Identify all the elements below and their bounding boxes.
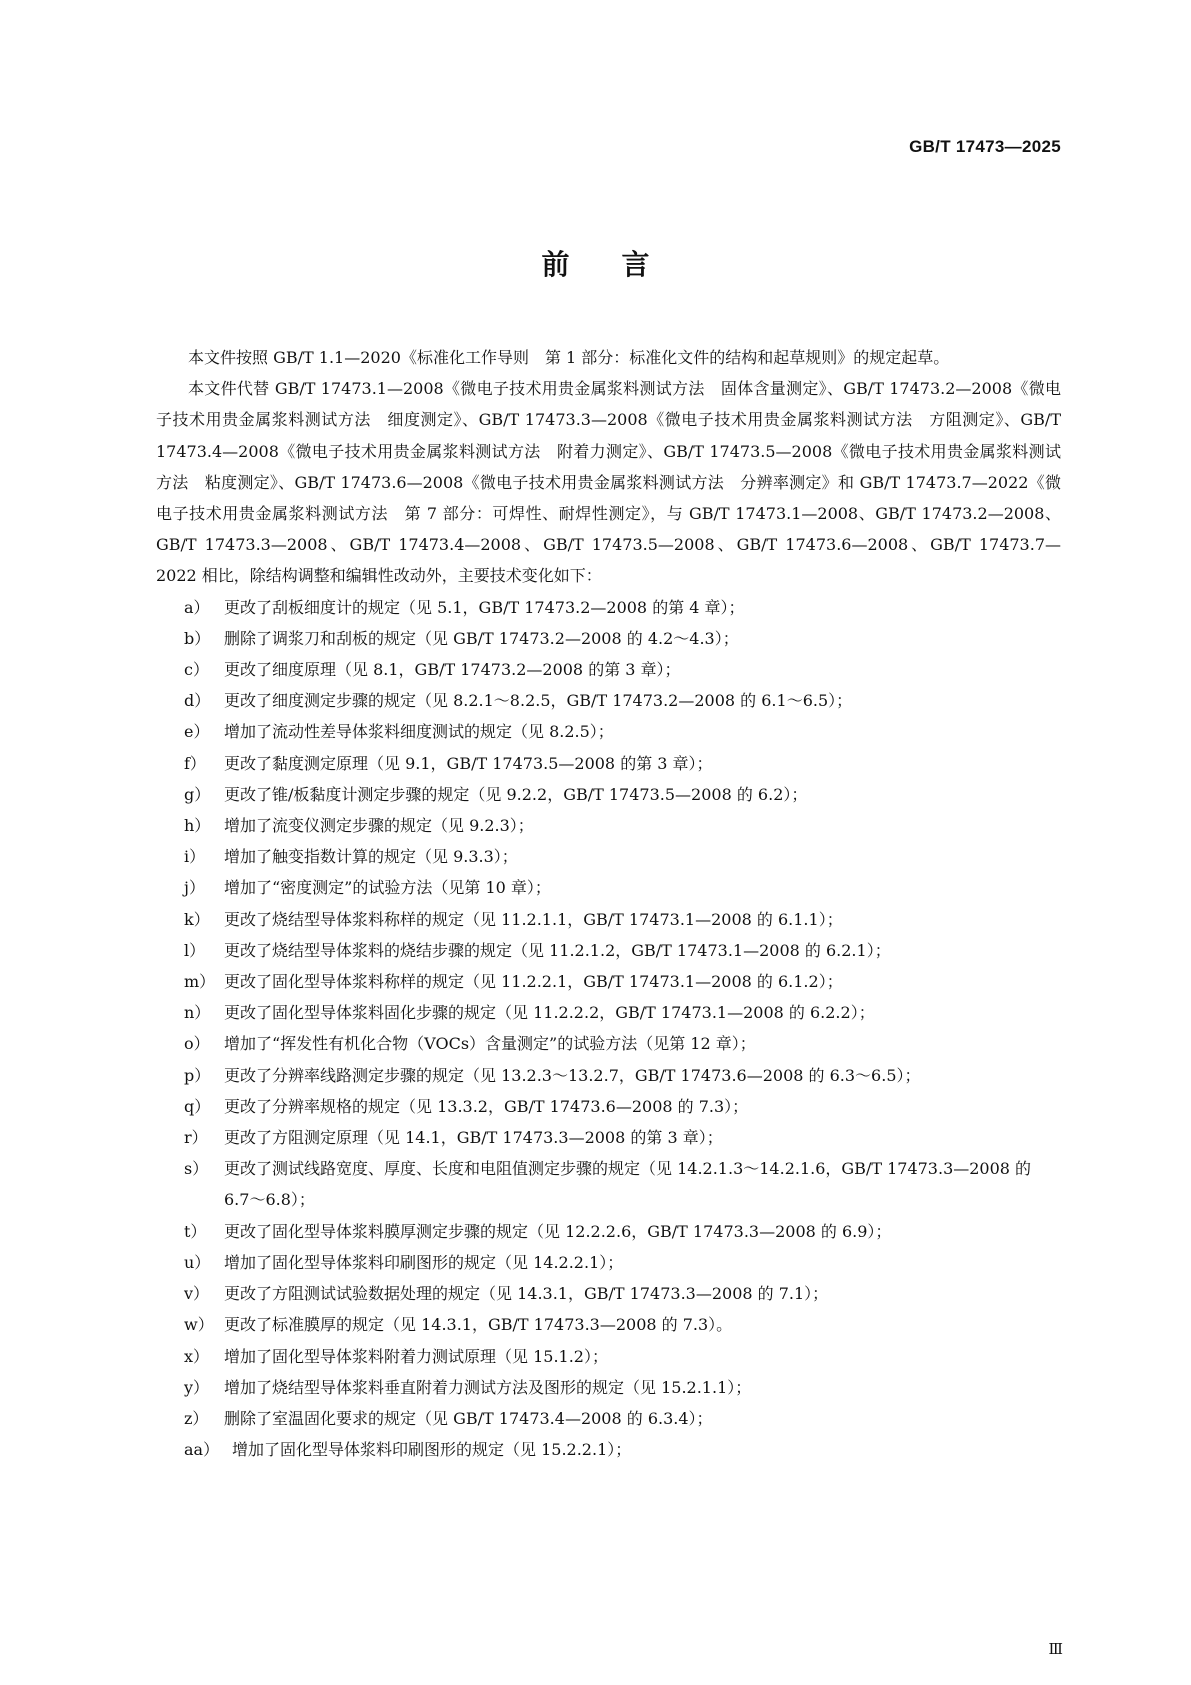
list-item <box>156 1216 1061 1247</box>
list-item <box>156 623 1061 654</box>
list-item-marker: g） <box>184 784 211 804</box>
list-item-marker: f） <box>184 753 206 773</box>
list-item-marker: a） <box>184 597 210 617</box>
list-item-marker: s） <box>184 1159 209 1179</box>
list-item-text: 增加了“挥发性有机化合物（VOCs）含量测定”的试验方法（见第 12 章）； <box>224 1034 756 1054</box>
list-item <box>156 872 1061 903</box>
list-item-text: 更改了固化型导体浆料固化步骤的规定（见 11.2.2.2，GB/T 17473.1—2008 的 6.2.2）； <box>224 1003 875 1023</box>
list-item-marker: r） <box>184 1128 208 1148</box>
list-item-marker: p） <box>184 1065 211 1085</box>
list-item <box>156 654 1061 685</box>
list-item <box>156 1341 1061 1372</box>
list-item-marker: i） <box>184 847 206 867</box>
replacement-paragraph: 本文件代替 GB/T 17473.1—2008《微电子技术用贵金属浆料测试方法 固体含量测定》、GB/T 17473.2—2008《微电子技术用贵金属浆料测试方法 细度测定》、GB/T 17473.3—2008《微电子技术用贵金属浆料测试方法 方阻测定》、GB/T 17473.4—2008《微电子技术用贵金属浆料测试方法 附着力测定》、GB/T 17473.5—2008《微电子技术用贵金属浆料测试方法 粘度测定》、GB/T 17473.6—2008《微电子技术用贵金属浆料测试方法 分辨率测定》和 GB/T 17473.7—2022《微电子技术用贵金属浆料测试方法 第 7 部分：可焊性、耐焊性测定》，与 GB/T 17473.1—2008、GB/T 17473.2—2008、GB/T 17473.3—2008、GB/T 17473.4—2008、GB/T 17473.5—2008、GB/T 17473.6—2008、GB/T 17473.7—2022 相比，除结构调整和编辑性改动外，主要技术变化如下： <box>156 379 1061 586</box>
list-item-marker: b） <box>184 628 211 648</box>
list-item-text: 增加了流动性差导体浆料细度测试的规定（见 8.2.5）； <box>224 722 614 742</box>
list-item-text: 更改了分辨率规格的规定（见 13.3.2，GB/T 17473.6—2008 的 7.3）； <box>224 1096 749 1116</box>
list-item-marker: t） <box>184 1221 207 1241</box>
standard-code: GB/T 17473—2025 <box>909 137 1061 156</box>
list-item-text: 增加了流变仪测定步骤的规定（见 9.2.3）； <box>224 816 534 836</box>
list-item-text: 更改了锥/板黏度计测定步骤的规定（见 9.2.2，GB/T 17473.5—2008 的 6.2）； <box>224 784 808 804</box>
list-item <box>156 904 1061 935</box>
changes-list <box>156 592 1061 1466</box>
list-item-text: 增加了固化型导体浆料附着力测试原理（见 15.1.2）； <box>224 1346 608 1366</box>
list-item-marker: w） <box>184 1315 214 1335</box>
list-item <box>156 748 1061 779</box>
list-item-text: 删除了调浆刀和刮板的规定（见 GB/T 17473.2—2008 的 4.2～4.3）； <box>224 628 739 648</box>
list-item-text: 更改了细度测定步骤的规定（见 8.2.1～8.2.5，GB/T 17473.2—2008 的 6.1～6.5）； <box>224 691 853 711</box>
list-item-marker: e） <box>184 722 210 742</box>
list-item-text: 增加了烧结型导体浆料垂直附着力测试方法及图形的规定（见 15.2.1.1）； <box>224 1377 752 1397</box>
list-item-text: 更改了黏度测定原理（见 9.1，GB/T 17473.5—2008 的第 3 章）； <box>224 753 713 773</box>
list-item-text: 更改了固化型导体浆料膜厚测定步骤的规定（见 12.2.2.6，GB/T 17473.3—2008 的 6.9）； <box>224 1221 892 1241</box>
page-number: Ⅲ <box>1048 1640 1063 1658</box>
list-item-marker: v） <box>184 1284 210 1304</box>
list-item <box>156 1091 1061 1122</box>
list-item-marker: n） <box>184 1003 211 1023</box>
list-item-marker: aa） <box>184 1440 220 1460</box>
list-item-marker: o） <box>184 1034 210 1054</box>
list-item-marker: l） <box>184 940 206 960</box>
list-item <box>156 935 1061 966</box>
list-item <box>156 1309 1061 1340</box>
list-item <box>156 1247 1061 1278</box>
list-item-text: 更改了方阻测试试验数据处理的规定（见 14.3.1，GB/T 17473.3—2008 的 7.1）； <box>224 1284 829 1304</box>
list-item-text: 更改了刮板细度计的规定（见 5.1，GB/T 17473.2—2008 的第 4 章）； <box>224 597 745 617</box>
list-item-marker: k） <box>184 909 210 929</box>
list-item <box>156 997 1061 1028</box>
list-item-marker: c） <box>184 660 209 680</box>
list-item-text: 更改了分辨率线路测定步骤的规定（见 13.2.3～13.2.7，GB/T 17473.6—2008 的 6.3～6.5）； <box>224 1065 921 1085</box>
list-item <box>156 1122 1061 1153</box>
list-item-text: 更改了烧结型导体浆料称样的规定（见 11.2.1.1，GB/T 17473.1—2008 的 6.1.1）； <box>224 909 843 929</box>
list-item-marker: z） <box>184 1408 209 1428</box>
list-item-marker: y） <box>184 1377 210 1397</box>
list-item-text: 更改了细度原理（见 8.1，GB/T 17473.2—2008 的第 3 章）； <box>224 660 681 680</box>
list-item-marker: j） <box>184 878 205 898</box>
list-item <box>156 810 1061 841</box>
list-item-text: 增加了“密度测定”的试验方法（见第 10 章）； <box>224 878 551 898</box>
list-item-text: 增加了固化型导体浆料印刷图形的规定（见 15.2.2.1）； <box>232 1440 632 1460</box>
list-item <box>156 1028 1061 1059</box>
list-item <box>156 1403 1061 1434</box>
intro-paragraph: 本文件按照 GB/T 1.1—2020《标准化工作导则 第 1 部分：标准化文件的结构和起草规则》的规定起草。 <box>188 348 950 367</box>
list-item <box>156 1434 1061 1465</box>
list-item-text: 更改了测试线路宽度、厚度、长度和电阻值测定步骤的规定（见 14.2.1.3～14.2.1.6，GB/T 17473.3—2008 的 6.7～6.8）； <box>224 1159 1032 1210</box>
list-item <box>156 685 1061 716</box>
list-item-text: 更改了标准膜厚的规定（见 14.3.1，GB/T 17473.3—2008 的 7.3）。 <box>224 1315 733 1335</box>
list-item <box>156 592 1061 623</box>
list-item-text: 增加了触变指数计算的规定（见 9.3.3）； <box>224 847 518 867</box>
list-item <box>156 779 1061 810</box>
foreword-body <box>156 342 1061 1465</box>
list-item-marker: d） <box>184 691 211 711</box>
list-item-text: 增加了固化型导体浆料印刷图形的规定（见 14.2.2.1）； <box>224 1252 624 1272</box>
list-item <box>156 1060 1061 1091</box>
list-item-marker: x） <box>184 1346 210 1366</box>
list-item-text: 更改了方阻测定原理（见 14.1，GB/T 17473.3—2008 的第 3 章）； <box>224 1128 723 1148</box>
list-item-marker: m） <box>184 972 216 992</box>
list-item <box>156 1278 1061 1309</box>
list-item-text: 更改了烧结型导体浆料的烧结步骤的规定（见 11.2.1.2，GB/T 17473.1—2008 的 6.2.1）； <box>224 940 891 960</box>
list-item-marker: q） <box>184 1096 211 1116</box>
list-item-marker: h） <box>184 816 211 836</box>
list-item <box>156 1153 1061 1215</box>
list-item <box>156 841 1061 872</box>
list-item-text: 删除了室温固化要求的规定（见 GB/T 17473.4—2008 的 6.3.4）； <box>224 1408 713 1428</box>
page-title: 前言 <box>541 248 702 281</box>
list-item-text: 更改了固化型导体浆料称样的规定（见 11.2.2.1，GB/T 17473.1—2008 的 6.1.2）； <box>224 972 843 992</box>
list-item <box>156 716 1061 747</box>
list-item-marker: u） <box>184 1252 211 1272</box>
list-item <box>156 966 1061 997</box>
list-item <box>156 1372 1061 1403</box>
